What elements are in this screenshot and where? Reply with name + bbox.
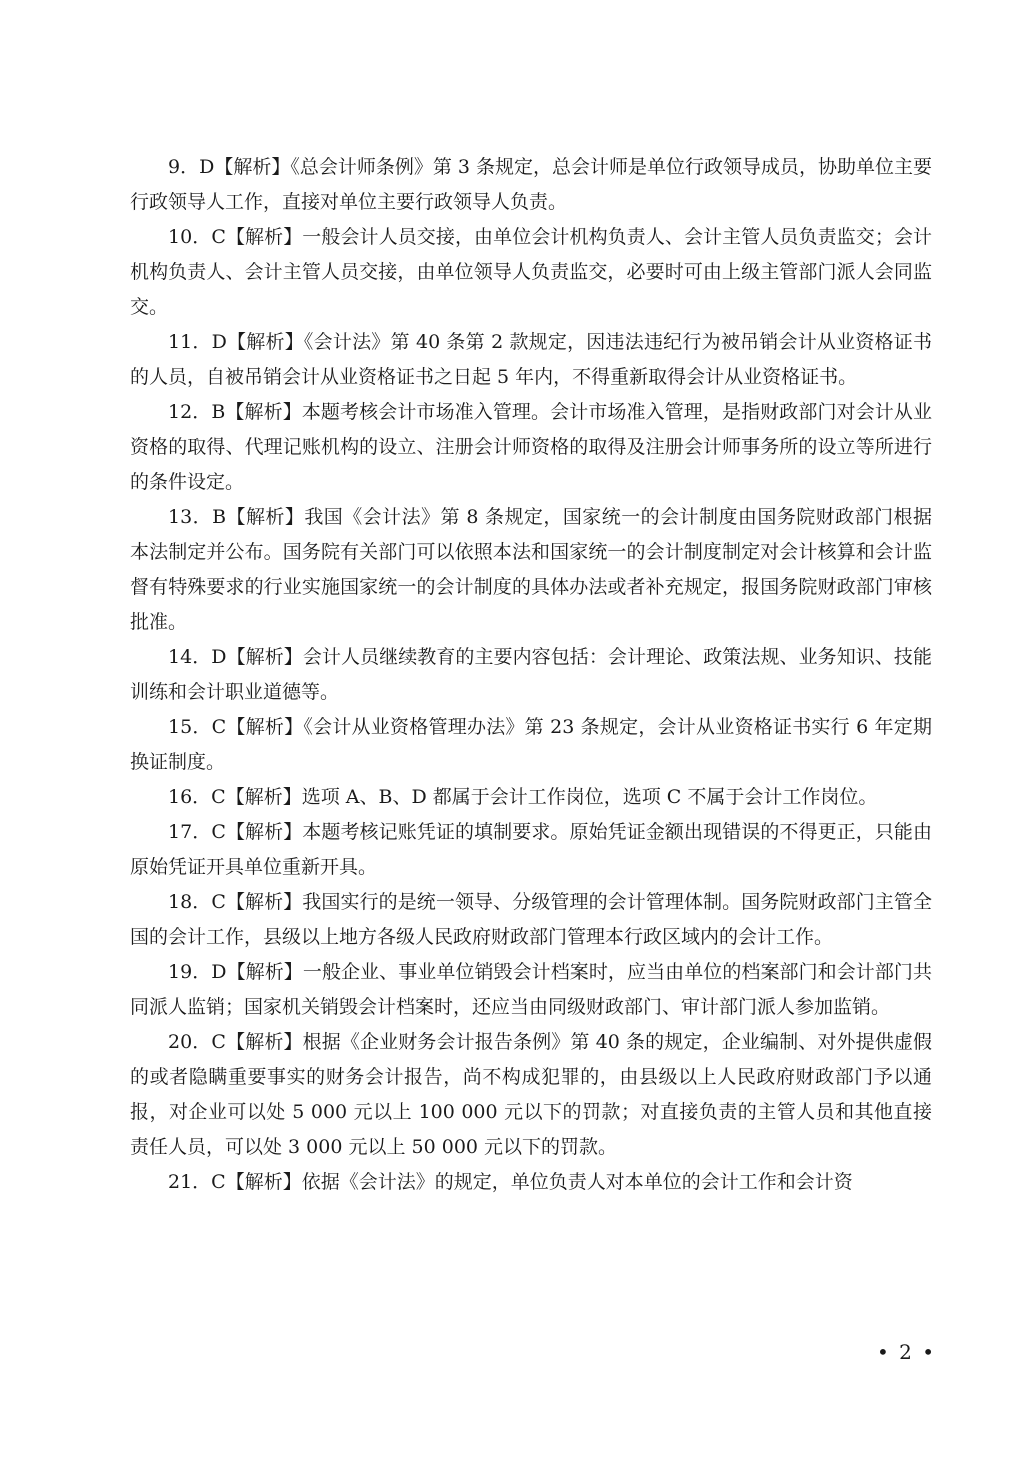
answer-paragraph-12: 12．B【解析】本题考核会计市场准入管理。会计市场准入管理，是指财政部门对会计从业资格的取得、代理记账机构的设立、注册会计师资格的取得及注册会计师事务所的设立等所进行的条件设定。 xyxy=(130,401,932,493)
page-number: • 2 • xyxy=(876,1340,936,1364)
answer-paragraph-21: 21．C【解析】依据《会计法》的规定，单位负责人对本单位的会计工作和会计资 xyxy=(168,1171,853,1193)
answer-paragraph-20: 20．C【解析】根据《企业财务会计报告条例》第 40 条的规定，企业编制、对外提供虚假的或者隐瞒重要事实的财务会计报告，尚不构成犯罪的，由县级以上人民政府财政部门予以通报，对企业可以处 5 000 元以上 100 000 元以下的罚款；对直接负责的主管人员和其他直接责任人员，可以处 3 000 元以上 50 000 元以下的罚款。 xyxy=(130,1031,932,1158)
answer-paragraph-15: 15．C【解析】《会计从业资格管理办法》第 23 条规定，会计从业资格证书实行 6 年定期换证制度。 xyxy=(130,716,932,773)
answer-paragraph-18: 18．C【解析】我国实行的是统一领导、分级管理的会计管理体制。国务院财政部门主管全国的会计工作，县级以上地方各级人民政府财政部门管理本行政区域内的会计工作。 xyxy=(130,891,932,948)
answer-paragraph-16: 16．C【解析】选项 A、B、D 都属于会计工作岗位，选项 C 不属于会计工作岗位。 xyxy=(168,786,878,808)
answer-paragraph-9: 9．D【解析】《总会计师条例》第 3 条规定，总会计师是单位行政领导成员，协助单位主要行政领导人工作，直接对单位主要行政领导人负责。 xyxy=(130,156,932,213)
answer-paragraph-14: 14．D【解析】会计人员继续教育的主要内容包括：会计理论、政策法规、业务知识、技能训练和会计职业道德等。 xyxy=(130,646,932,703)
answer-paragraph-17: 17．C【解析】本题考核记账凭证的填制要求。原始凭证金额出现错误的不得更正，只能由原始凭证开具单位重新开具。 xyxy=(130,821,932,878)
answer-paragraph-11: 11．D【解析】《会计法》第 40 条第 2 款规定，因违法违纪行为被吊销会计从业资格证书的人员，自被吊销会计从业资格证书之日起 5 年内，不得重新取得会计从业资格证书。 xyxy=(130,331,932,388)
document-body xyxy=(130,150,932,1200)
answer-paragraph-10: 10．C【解析】一般会计人员交接，由单位会计机构负责人、会计主管人员负责监交；会计机构负责人、会计主管人员交接，由单位领导人负责监交，必要时可由上级主管部门派人会同监交。 xyxy=(130,226,932,318)
answer-paragraph-19: 19．D【解析】一般企业、事业单位销毁会计档案时，应当由单位的档案部门和会计部门共同派人监销；国家机关销毁会计档案时，还应当由同级财政部门、审计部门派人参加监销。 xyxy=(130,961,932,1018)
answer-paragraph-13: 13．B【解析】我国《会计法》第 8 条规定，国家统一的会计制度由国务院财政部门根据本法制定并公布。国务院有关部门可以依照本法和国家统一的会计制度制定对会计核算和会计监督有特殊要求的行业实施国家统一的会计制度的具体办法或者补充规定，报国务院财政部门审核批准。 xyxy=(130,506,932,633)
